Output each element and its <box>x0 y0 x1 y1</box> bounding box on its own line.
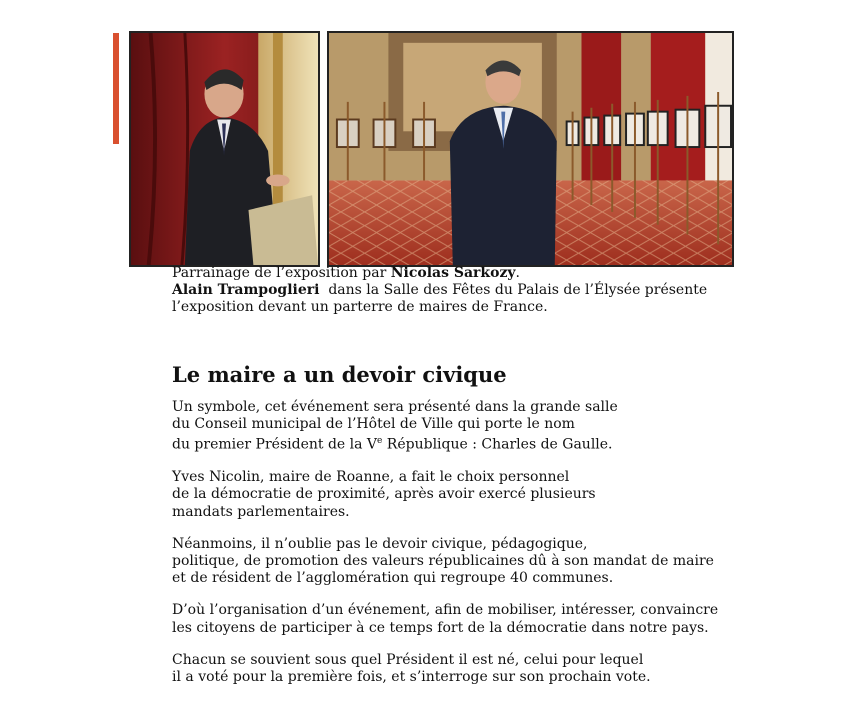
photo-trampoglieri-exhibition <box>327 31 734 267</box>
photo-caption <box>172 265 812 316</box>
paragraph: Un symbole, cet événement sera présenté dans la grande salle du Conseil municipal de l’Hôtel de Ville qui porte le nom du premier Président de la Ve République : Charles de Gaulle. <box>172 399 618 454</box>
paragraph: Néanmoins, il n’oublie pas le devoir civique, pédagogique, politique, de promotion des valeurs républicaines dû à son mandat de maire et de résident de l’agglomération qui regroupe 40 communes. <box>172 535 714 587</box>
article-body <box>172 399 792 701</box>
accent-bar <box>113 33 119 144</box>
section-heading: Le maire a un devoir civique <box>172 362 507 387</box>
photo-icon <box>131 33 318 265</box>
paragraph: Yves Nicolin, maire de Roanne, a fait le choix personnel de la démocratie de proximité, après avoir exercé plusieurs mandats parlementaires. <box>172 469 596 520</box>
paragraph: Chacun se souvient sous quel Président il est né, celui pour lequel il a voté pour la première fois, et s’interroge sur son prochain vote. <box>172 651 651 686</box>
caption-name-sarkozy: Nicolas Sarkozy <box>390 265 516 281</box>
paragraph: D’où l’organisation d’un événement, afin de mobiliser, intéresser, convaincre les citoyens de participer à ce temps fort de la démocratie dans notre pays. <box>172 602 719 636</box>
photo-sarkozy <box>129 31 320 267</box>
photo-icon <box>329 33 732 265</box>
caption-line-1: Parrainage de l’exposition par Nicolas Sarkozy. <box>172 265 520 281</box>
caption-name-trampoglieri: Alain Trampoglieri <box>172 282 320 298</box>
caption-line-2: Alain Trampoglieri dans la Salle des Fêtes du Palais de l’Élysée présente <box>172 282 708 298</box>
caption-line-3: l’exposition devant un parterre de maires de France. <box>172 299 548 315</box>
